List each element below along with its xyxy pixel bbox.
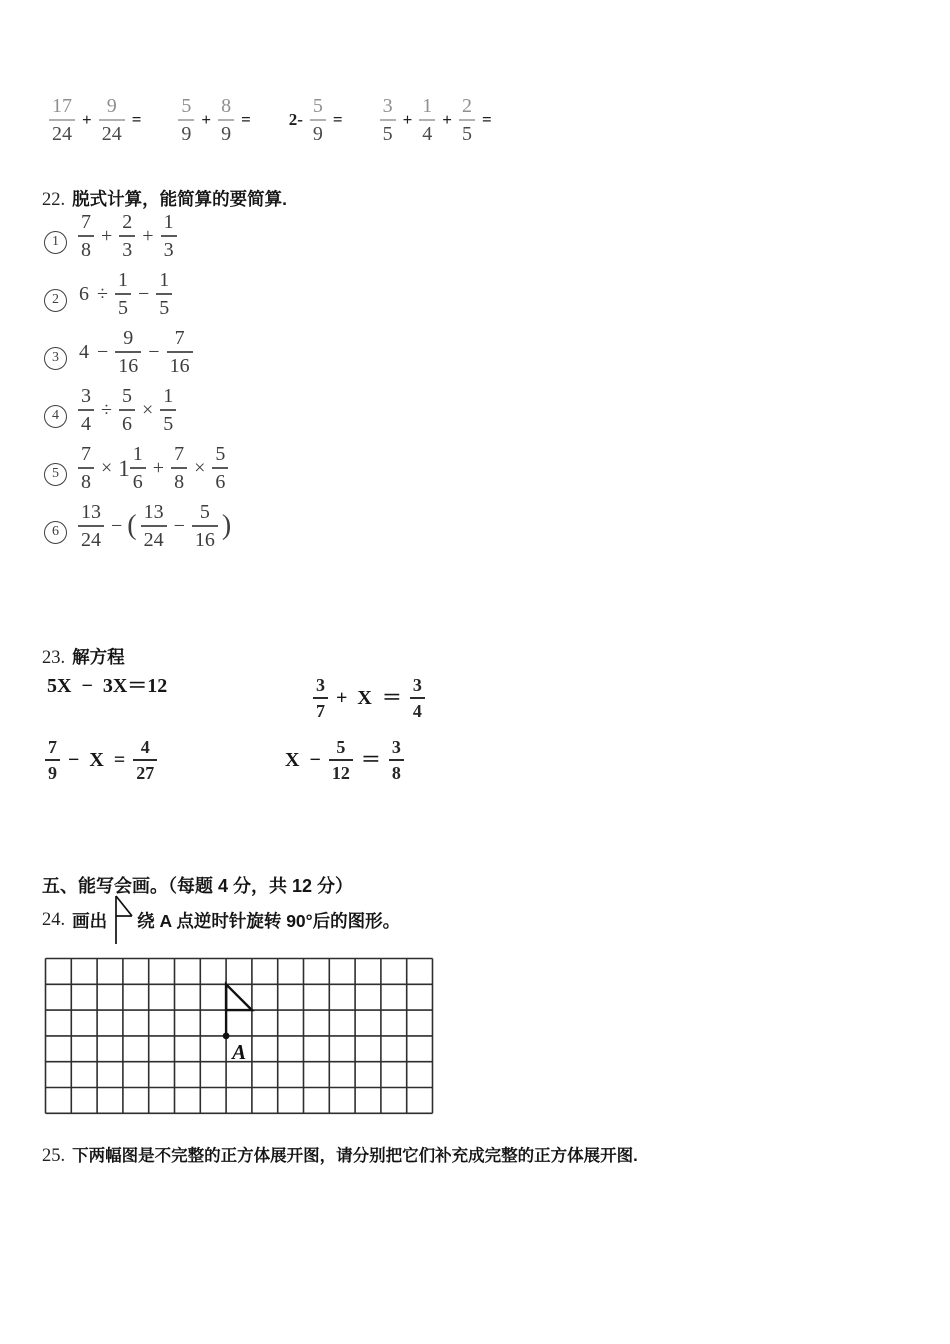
math-token: + bbox=[82, 110, 92, 130]
q21-expression-2 bbox=[175, 96, 254, 144]
math-token: − bbox=[137, 283, 150, 305]
circled-number: 1 bbox=[44, 231, 67, 254]
rotation-grid-figure bbox=[44, 957, 434, 1115]
math-token: ＝ bbox=[360, 749, 381, 771]
fraction: $\frac{1}{6}$ bbox=[130, 444, 146, 492]
fraction: $\frac{13}{24}$ bbox=[141, 502, 167, 550]
problem-25-heading bbox=[42, 1142, 638, 1167]
point-A-dot bbox=[223, 1032, 230, 1039]
q22-item-3 bbox=[44, 327, 232, 377]
fraction: $\frac{5}{9}$ bbox=[178, 96, 194, 144]
math-token: − bbox=[173, 515, 185, 537]
fraction: $\frac{3}{4}$ bbox=[78, 386, 94, 434]
math-token: 6 bbox=[79, 283, 89, 305]
problem-title: 脱式计算，能简算的要简算. bbox=[72, 189, 287, 209]
math-token: × bbox=[101, 457, 113, 479]
q21-expression-3 bbox=[285, 96, 347, 144]
fraction: $\frac{1}{4}$ bbox=[419, 96, 435, 144]
math-token: 2- bbox=[288, 110, 303, 130]
q23-equation-row-1 bbox=[42, 676, 912, 724]
circled-number: 3 bbox=[44, 347, 67, 370]
fraction: $\frac{3}{7}$ bbox=[313, 676, 328, 720]
math-token: ＝ bbox=[381, 687, 402, 709]
math-token: = bbox=[131, 110, 142, 130]
q23-equation-row-2 bbox=[42, 738, 912, 786]
equation-2 bbox=[310, 676, 428, 720]
fraction: $\frac{17}{24}$ bbox=[49, 96, 75, 144]
math-token: = bbox=[481, 110, 492, 130]
math-token: 5X bbox=[47, 675, 72, 697]
fraction: $\frac{3}{4}$ bbox=[410, 676, 425, 720]
fraction: $\frac{8}{9}$ bbox=[218, 96, 234, 144]
fraction: $\frac{1}{5}$ bbox=[115, 270, 131, 318]
expression bbox=[75, 386, 179, 434]
fraction: $\frac{5}{6}$ bbox=[119, 386, 135, 434]
math-token: ( bbox=[127, 510, 137, 541]
fraction: $\frac{2}{3}$ bbox=[119, 212, 135, 260]
math-token: − bbox=[148, 341, 160, 363]
math-token: + bbox=[201, 110, 212, 130]
fraction: $\frac{5}{6}$ bbox=[212, 444, 228, 492]
problem-number: 24. bbox=[42, 909, 66, 930]
fraction: $\frac{7}{16}$ bbox=[167, 328, 193, 376]
q21-expression-4 bbox=[377, 96, 496, 144]
flag-icon bbox=[108, 895, 134, 945]
math-token: × bbox=[141, 399, 154, 421]
q22-item-6 bbox=[44, 501, 232, 551]
circled-number: 2 bbox=[44, 289, 67, 312]
fraction: $\frac{3}{8}$ bbox=[389, 738, 404, 782]
circled-number: 4 bbox=[44, 405, 67, 428]
expression bbox=[75, 212, 180, 260]
math-token: + bbox=[142, 225, 154, 247]
problem-23-heading bbox=[42, 644, 125, 669]
math-token: ÷ bbox=[101, 399, 112, 421]
equation-1 bbox=[42, 676, 172, 696]
fraction: $\frac{9}{16}$ bbox=[115, 328, 141, 376]
expression bbox=[75, 328, 196, 376]
math-token: X bbox=[285, 749, 300, 771]
q21-expression-1 bbox=[46, 96, 145, 144]
math-token: = bbox=[113, 749, 126, 771]
fraction: $\frac{1}{3}$ bbox=[161, 212, 177, 260]
fraction: $\frac{3}{5}$ bbox=[380, 96, 396, 144]
fraction: $\frac{7}{9}$ bbox=[45, 738, 60, 782]
math-token: 4 bbox=[79, 341, 89, 363]
fraction: $\frac{4}{27}$ bbox=[133, 738, 157, 782]
math-token: − bbox=[81, 675, 93, 697]
math-token: + bbox=[101, 225, 113, 247]
math-token: + bbox=[336, 687, 348, 709]
q21-fraction-row bbox=[46, 96, 496, 144]
circled-number: 6 bbox=[44, 521, 67, 544]
fraction: $\frac{13}{24}$ bbox=[78, 502, 104, 550]
math-token: + bbox=[442, 110, 452, 130]
math-token: X bbox=[89, 749, 104, 771]
q22-item-4 bbox=[44, 385, 232, 435]
q22-item-1 bbox=[44, 211, 232, 261]
fraction: $\frac{2}{5}$ bbox=[459, 96, 475, 144]
flag-triangle bbox=[226, 984, 252, 1010]
circled-number: 5 bbox=[44, 463, 67, 486]
math-token: − bbox=[111, 515, 123, 537]
fraction: $\frac{7}{8}$ bbox=[78, 212, 94, 260]
fraction: $\frac{9}{24}$ bbox=[99, 96, 125, 144]
math-token: − bbox=[97, 341, 109, 363]
math-token: X bbox=[357, 687, 372, 709]
math-token: × bbox=[194, 457, 206, 479]
math-token: + bbox=[152, 457, 165, 479]
expression bbox=[75, 444, 231, 492]
fraction: $\frac{5}{12}$ bbox=[329, 738, 353, 782]
problem-number: 22. bbox=[42, 190, 66, 210]
problem-24-heading bbox=[42, 894, 400, 946]
problem-text-before: 画出 bbox=[72, 910, 108, 931]
problem-number: 23. bbox=[42, 648, 66, 668]
equation-4 bbox=[280, 738, 407, 782]
problem-22-items bbox=[44, 211, 232, 564]
math-token: 3X＝12 bbox=[102, 675, 168, 697]
fraction: $\frac{5}{9}$ bbox=[310, 96, 326, 144]
expression bbox=[75, 502, 232, 550]
math-token: + bbox=[402, 110, 413, 130]
fraction: $\frac{1}{5}$ bbox=[160, 386, 176, 434]
fraction: $\frac{1}{5}$ bbox=[156, 270, 172, 318]
math-token: = bbox=[332, 110, 343, 130]
math-token: − bbox=[309, 749, 321, 771]
math-token: ) bbox=[221, 510, 232, 541]
expression bbox=[75, 270, 175, 318]
problem-text-after: 绕 A 点逆时针旋转 90°后的图形。 bbox=[137, 910, 401, 931]
math-token: ÷ bbox=[97, 283, 108, 305]
problem-22-heading bbox=[42, 186, 287, 211]
equation-3 bbox=[42, 738, 160, 782]
q22-item-2 bbox=[44, 269, 232, 319]
section-title: 五、能写会画。（每题 4 分，共 12 分） bbox=[42, 876, 354, 896]
fraction: $\frac{5}{16}$ bbox=[192, 502, 218, 550]
math-token: − bbox=[68, 749, 80, 771]
problem-title: 解方程 bbox=[72, 647, 125, 667]
problem-text: 下两幅图是不完整的正方体展开图，请分别把它们补充成完整的正方体展开图. bbox=[72, 1147, 638, 1165]
math-token: = bbox=[241, 110, 251, 130]
problem-number: 25. bbox=[42, 1146, 66, 1166]
q22-item-5 bbox=[44, 443, 232, 493]
fraction: $\frac{7}{8}$ bbox=[78, 444, 94, 492]
fraction: $\frac{7}{8}$ bbox=[171, 444, 187, 492]
point-A-label: A bbox=[232, 1039, 247, 1064]
mixed-number: 1 $\frac{1}{6}$ bbox=[116, 444, 149, 492]
